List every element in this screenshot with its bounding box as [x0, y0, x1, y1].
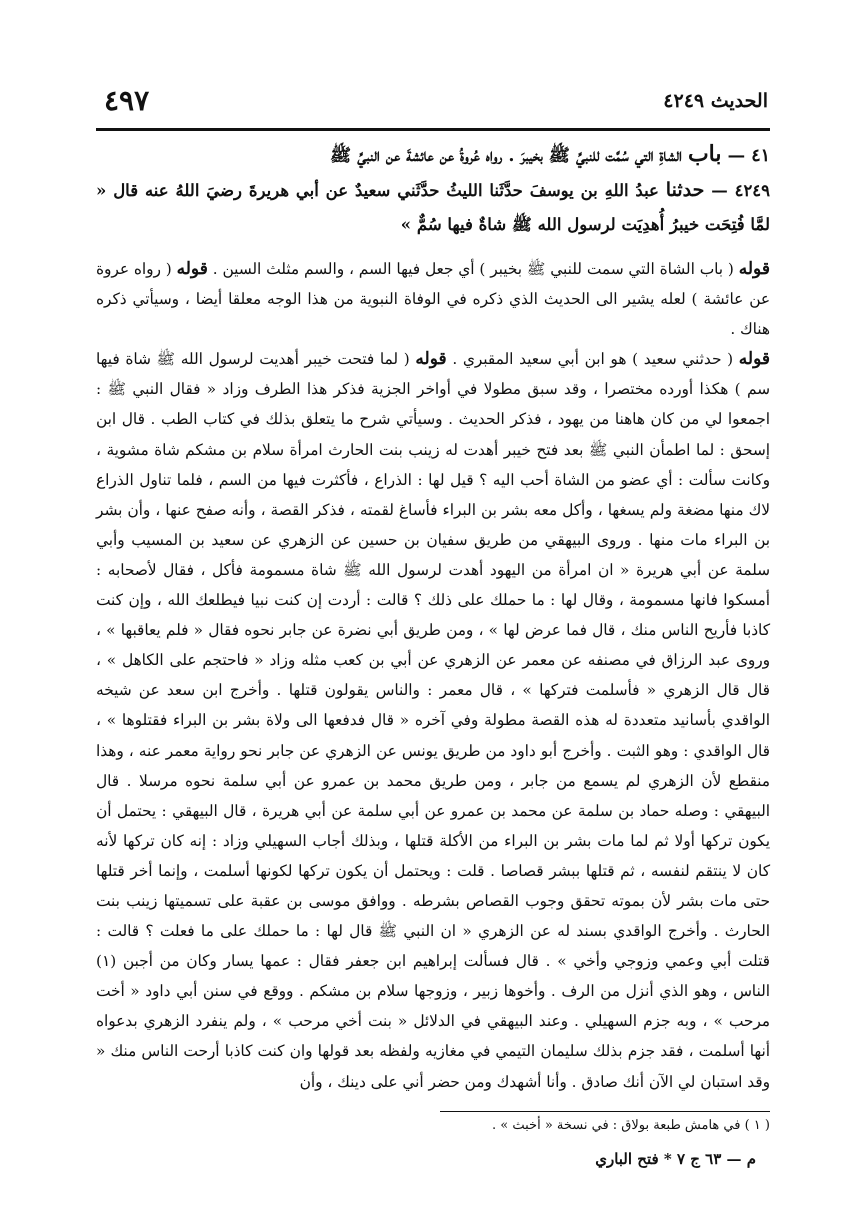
chapter-title: الشاةِ التي سُمَّت للنبيِّ ﷺ بخيبرَ . رواه عُروةُ عن عائشةَ عن النبيِّ ﷺ — [330, 146, 682, 166]
hadith-text — [96, 173, 770, 242]
haddathana-keyword: حدثنا — [665, 179, 705, 201]
qawluhu-keyword: قوله — [738, 349, 770, 370]
chapter-number: ٤١ — — [727, 146, 770, 166]
page-header — [96, 84, 770, 124]
footnote-rule — [440, 1111, 770, 1112]
hadith-matn: « لمَّا فُتِحَت خيبرُ أُهدِيَت لرسول الله ﷺ شاةٌ فيها سُمٌّ » — [96, 181, 770, 234]
bab-keyword: باب — [687, 141, 722, 167]
footnote: ( ١ ) في هامش طبعة بولاق : في نسخة « أخبث » . — [492, 1117, 770, 1133]
header-rule — [96, 128, 770, 131]
chapter-heading — [96, 137, 770, 173]
commentary-paragraph — [96, 344, 770, 1096]
qawluhu-keyword: قوله — [176, 259, 208, 279]
page-number: ٤٩٧ — [104, 84, 150, 117]
commentary — [96, 254, 770, 1097]
commentary-text: ( باب الشاة التي سمت للنبي ﷺ بخيبر ) أي جعل فيها السم ، والسم مثلث السين . — [212, 260, 734, 278]
page-footer: م — ٦٣ ج ٧ * فتح الباري — [595, 1150, 756, 1168]
qawluhu-keyword: قوله — [415, 349, 447, 370]
hadith-number: ٤٢٤٩ — — [711, 181, 771, 200]
commentary-paragraph — [96, 254, 770, 344]
hadith-isnad: عبدُ اللهِ بن يوسفَ حدَّثَنا الليثُ حدَّثَني سعيدٌ عن أبي هريرةَ رضيَ اللهُ عنه قال — [113, 181, 659, 200]
commentary-text: ( حدثني سعيد ) هو ابن أبي سعيد المقبري . — [452, 350, 734, 369]
running-title: الحديث ٤٢٤٩ — [663, 90, 768, 112]
commentary-text: ( لما فتحت خيبر أهديت لرسول الله ﷺ شاة فيها سم ) هكذا أورده مختصرا ، وقد سبق مطولا في أواخر الجزية فذكر هذا الطرف وزاد « فقال النبي ﷺ : اجمعوا لي من كان هاهنا من يهود ، فذكر الحديث . وسيأتي شرح ما يتعلق بذلك في كتاب الطب . قال ابن إسحق : لما اطمأن النبي ﷺ بعد فتح خيبر أهدت له زينب بنت الحارث امرأة سلام بن مشكم شاة مشوية ، وكانت سألت : أي عضو من الشاة أحب اليه ؟ قيل لها : الذراع ، فأكثرت فيها من السم ، فلما تناول الذراع لاك منها مضغة ولم يسغها ، وأكل معه بشر بن البراء فأساغ لقمته ، فذكر القصة ، وأنه صفح عنها ، وأن بشر بن البراء مات منها . وروى البيهقي من طريق سفيان بن حسين عن الزهري عن سعيد بن المسيب وأبي سلمة عن أبي هريرة « ان امرأة من اليهود أهدت لرسول الله ﷺ شاة مسمومة فأكل ، فقال لأصحابه : أمسكوا فانها مسمومة ، وقال لها : ما حملك على ذلك ؟ قالت : أردت إن كنت نبيا فيطلعك الله ، وإن كنت كاذبا فأريح الناس منك ، قال فما عرض لها » ، ومن طريق أبي نضرة عن جابر نحوه فقال « فلم يعاقبها » ، وروى عبد الرزاق في مصنفه عن معمر عن الزهري عن أبي بن كعب مثله وزاد « فاحتجم على الكاهل » ، قال قال الزهري « فأسلمت فتركها » ، قال معمر : والناس يقولون قتلها . وأخرج ابن سعد عن شيخه الواقدي بأسانيد متعددة له هذه القصة مطولة وفي آخره « قال فدفعها الى ولاة بشر بن البراء فقتلوها » ، قال الواقدي : وهو الثبت . وأخرج أبو داود من طريق يونس عن الزهري عن جابر نحو رواية معمر عنه ، وهذا منقطع لأن الزهري لم يسمع من جابر ، ومن طريق محمد بن عمرو عن أبي سلمة نحوه مرسلا . قال البيهقي : وصله حماد بن سلمة عن محمد بن عمرو عن أبي سلمة عن أبي هريرة ، قال البيهقي : يحتمل أن يكون تركها أولا ثم لما مات بشر بن البراء من الأكلة قتلها ، وبذلك أجاب السهيلي وزاد : إنه كان تركها لأنه كان لا ينتقم لنفسه ، ثم قتلها ببشر قصاصا . قلت : ويحتمل أن يكون تركها لكونها أسلمت ، وإنما أخر قتلها حتى مات بشر لأن بموته تحقق وجوب القصاص بشرطه . ووافق موسى بن عقبة على تسميتها زينب بنت الحارث . وأخرج الواقدي بسند له عن الزهري « ان النبي ﷺ قال لها : ما حملك على ما فعلت ؟ قالت : قتلت أبي وعمي وزوجي وأخي » . قال فسألت إبراهيم ابن جعفر فقال : عمها يسار وكان من أجبن (١) الناس ، وهو الذي أنزل من الرف . وأخوها زبير ، وزوجها سلام بن مشكم . ووقع في سنن أبي داود « أخت مرحب » ، وبه جزم السهيلي . وعند البيهقي في الدلائل « بنت أخي مرحب » ، ولم ينفرد الزهري بدعواه أنها أسلمت ، فقد جزم بذلك سليمان التيمي في مغازيه ولفظه بعد قولها وان كنت كاذبا أرحت الناس منك « وقد استبان لي الآن أنك صادق . وأنا أشهدك ومن حضر أني على دينك ، وأن — [96, 350, 770, 1091]
qawluhu-keyword: قوله — [738, 259, 770, 279]
page-content — [96, 137, 770, 1133]
commentary-text: ( رواه عروة عن عائشة ) لعله يشير الى الحديث الذي ذكره في الوفاة النبوية من هذا الوجه معلقا أيضا ، وسيأتي ذكره هناك . — [96, 260, 770, 339]
